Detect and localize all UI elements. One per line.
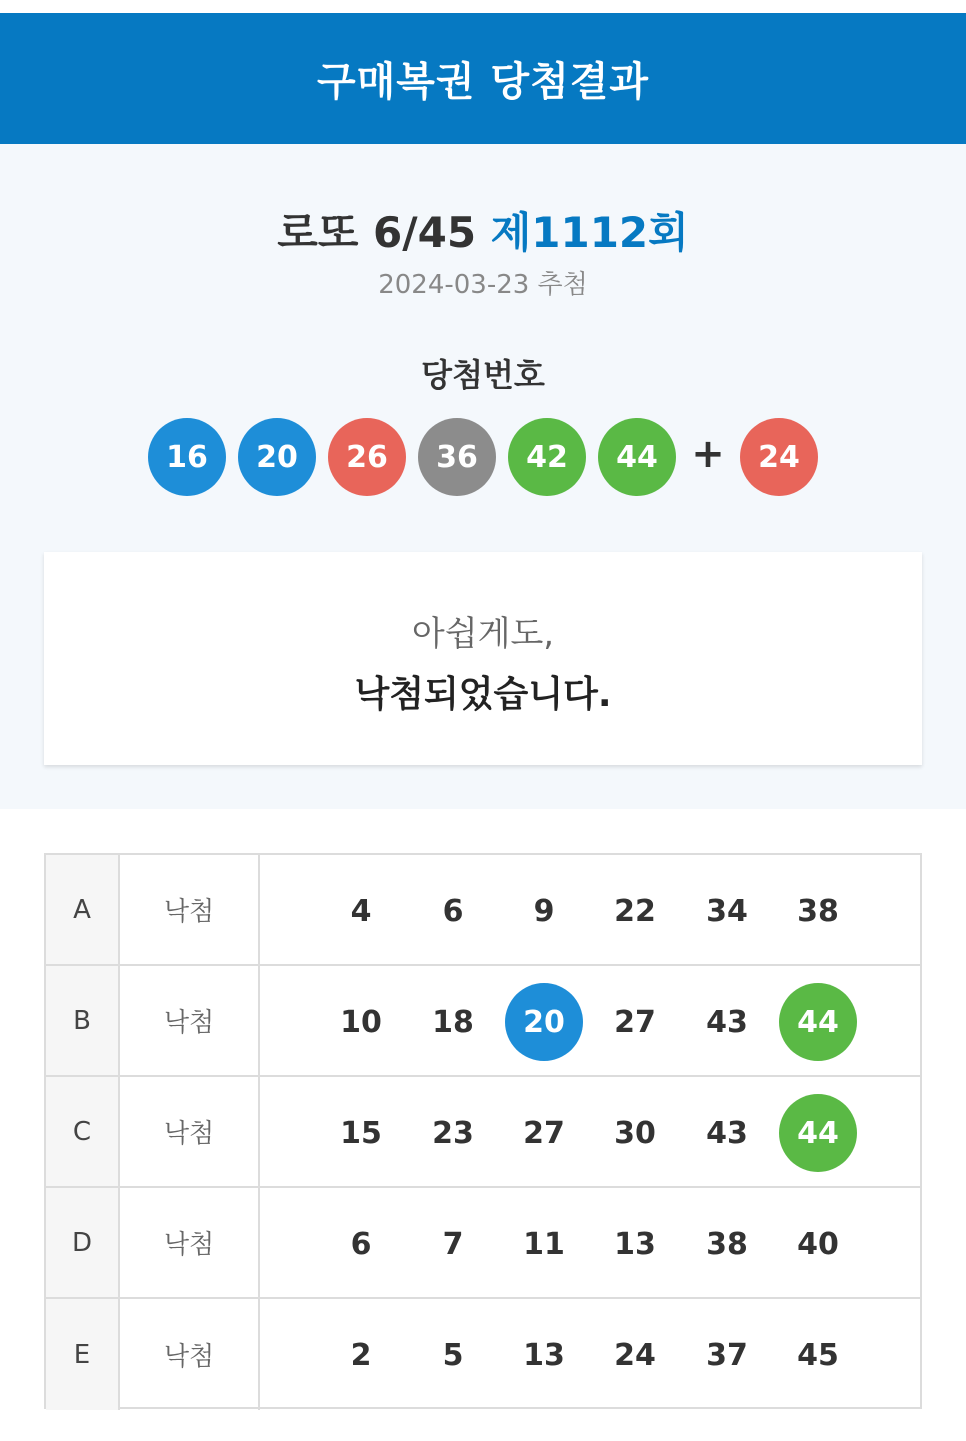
ticket-row	[46, 1299, 920, 1410]
ticket-number: 43	[706, 1004, 748, 1040]
ticket-table	[44, 853, 922, 1409]
ticket-game-label: C	[46, 1077, 120, 1186]
ticket-status: 낙첨	[120, 1188, 260, 1297]
winning-numbers-label: 당첨번호	[421, 356, 545, 394]
ticket-number: 11	[523, 1226, 565, 1262]
ticket-number: 38	[706, 1226, 748, 1262]
ticket-number-matched: 20	[505, 983, 583, 1061]
ticket-number: 34	[706, 893, 748, 929]
result-message-line2: 낙첨되었습니다.	[354, 674, 612, 715]
ticket-row	[46, 1188, 920, 1299]
ticket-number: 43	[706, 1115, 748, 1151]
ticket-number: 4	[350, 893, 372, 929]
winning-ball: 26	[328, 418, 406, 496]
ticket-number: 2	[350, 1337, 372, 1373]
ticket-number: 27	[523, 1115, 565, 1151]
ticket-row	[46, 855, 920, 966]
ticket-number-matched: 44	[779, 983, 857, 1061]
draw-date: 2024-03-23 추첨	[378, 270, 588, 300]
ticket-number: 13	[614, 1226, 656, 1262]
result-card	[44, 552, 922, 765]
winning-ball: 20	[238, 418, 316, 496]
ticket-number: 45	[797, 1337, 839, 1373]
ticket-number: 18	[432, 1004, 474, 1040]
ticket-status: 낙첨	[120, 1299, 260, 1410]
draw-summary	[0, 144, 966, 809]
ticket-row	[46, 966, 920, 1077]
ticket-number: 13	[523, 1337, 565, 1373]
ticket-number: 38	[797, 893, 839, 929]
winning-ball: 36	[418, 418, 496, 496]
ticket-game-label: B	[46, 966, 120, 1075]
ticket-number: 15	[340, 1115, 382, 1151]
ticket-number: 30	[614, 1115, 656, 1151]
ticket-number: 27	[614, 1004, 656, 1040]
ticket-number-matched: 44	[779, 1094, 857, 1172]
result-message-line1: 아쉽게도,	[411, 614, 555, 654]
ticket-number: 10	[340, 1004, 382, 1040]
ticket-number: 7	[442, 1226, 464, 1262]
bonus-ball: 24	[740, 418, 818, 496]
ticket-number: 23	[432, 1115, 474, 1151]
ticket-number: 37	[706, 1337, 748, 1373]
ticket-game-label: E	[46, 1299, 120, 1410]
ticket-row	[46, 1077, 920, 1188]
ticket-game-label: D	[46, 1188, 120, 1297]
ticket-status: 낙첨	[120, 1077, 260, 1186]
page-header	[0, 13, 966, 144]
ticket-number: 24	[614, 1337, 656, 1373]
winning-ball: 16	[148, 418, 226, 496]
page-title: 구매복권 당첨결과	[316, 59, 650, 105]
round-number: 제1112회	[490, 208, 689, 257]
ticket-number: 6	[442, 893, 464, 929]
ticket-number: 40	[797, 1226, 839, 1262]
winning-ball: 44	[598, 418, 676, 496]
game-name: 로또 6/45	[277, 208, 491, 257]
ticket-number: 5	[442, 1337, 464, 1373]
ticket-number: 22	[614, 893, 656, 929]
ticket-game-label: A	[46, 855, 120, 964]
ticket-number: 9	[533, 893, 555, 929]
round-title	[0, 200, 966, 260]
ticket-status: 낙첨	[120, 966, 260, 1075]
winning-ball: 42	[508, 418, 586, 496]
bonus-plus-sign: +	[691, 431, 725, 477]
ticket-number: 6	[350, 1226, 372, 1262]
ticket-status: 낙첨	[120, 855, 260, 964]
